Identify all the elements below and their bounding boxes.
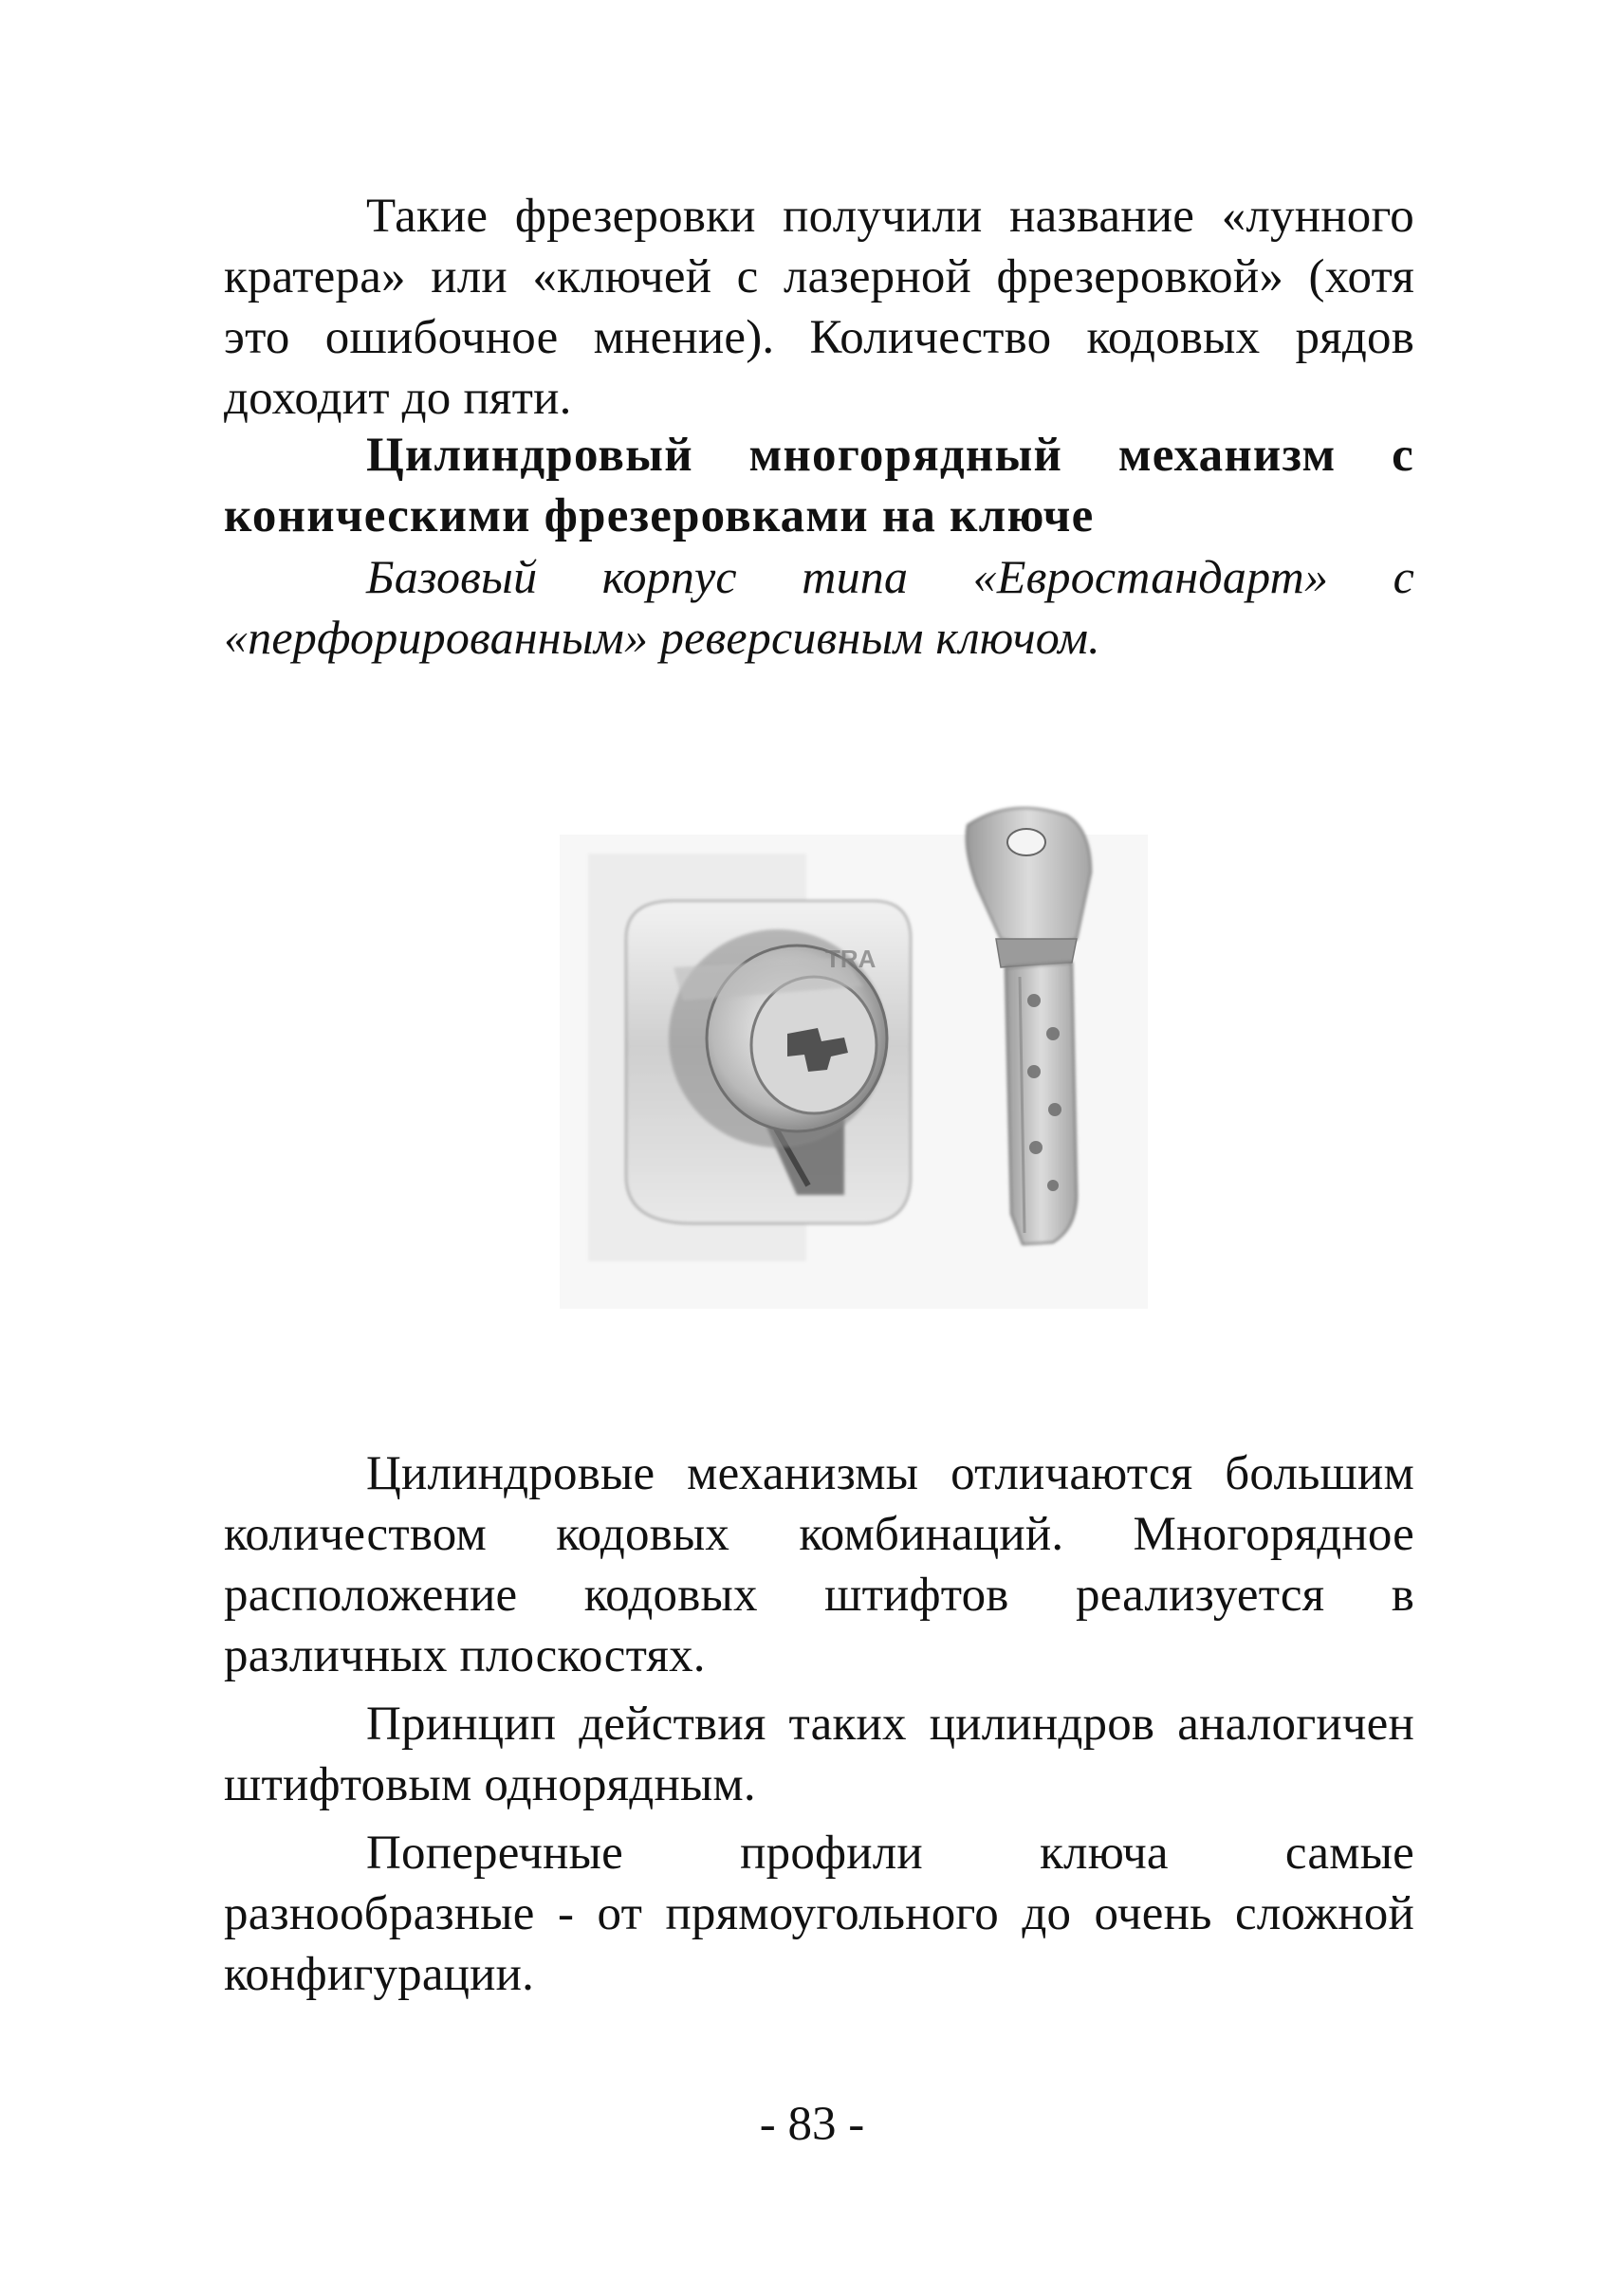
intro-paragraph: Такие фрезеровки получили название «лунного кратера» или «ключей с лазерной фрезеровкой» (хотя это ошибочное мнение). Количество кодовых рядов доходит до пяти. (224, 190, 1414, 425)
section-subtitle: Базовый корпус типа «Евростандарт» с «перфорированным» реверсивным ключом. (224, 550, 1414, 664)
cylinder-lock-illustration (560, 797, 1148, 1318)
page-number: - 83 - (759, 2098, 865, 2151)
intro-section (224, 186, 1414, 429)
svg-text:TRA: TRA (825, 945, 877, 973)
lock-cylinder-photo (560, 797, 1148, 1318)
body-paragraph-3: Поперечные профили ключа самые разнообразные - от прямоугольного до очень сложной конфигурации. (224, 1827, 1414, 2001)
section-heading: Цилиндровый многорядный механизм с коническими фрезеровками на ключе (224, 429, 1414, 542)
body-paragraph-1: Цилиндровые механизмы отличаются большим количеством кодовых комбинаций. Многорядное расположение кодовых штифтов реализуется в различных плоскостях. (224, 1447, 1414, 1682)
body-paragraph-2: Принцип действия таких цилиндров аналогичен штифтовым однорядным. (224, 1698, 1414, 1811)
body-section (224, 1443, 1414, 2005)
